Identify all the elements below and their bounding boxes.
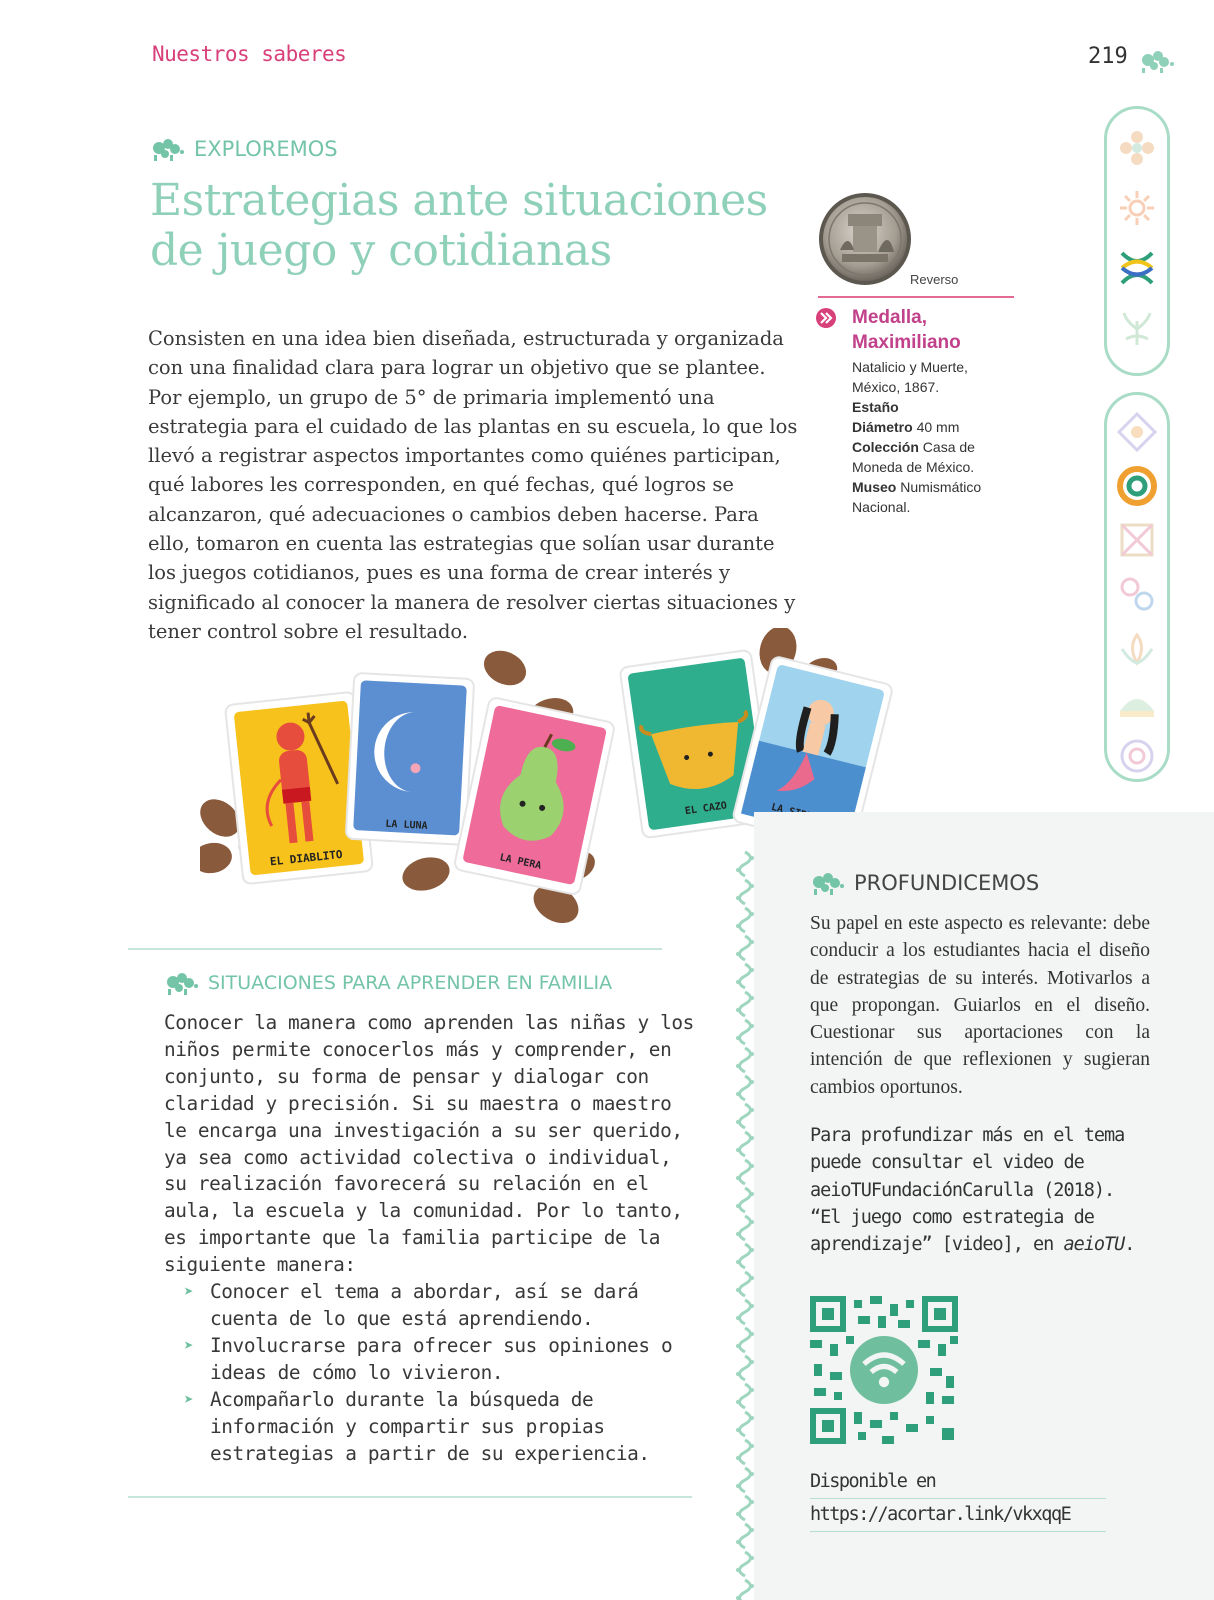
medal-museum-label: Museo [852,479,897,495]
double-chevron-icon [816,308,836,328]
glyph-icon [164,970,200,996]
availability [810,1466,1106,1532]
available-label: Disponible en [810,1466,1106,1499]
page-title-line-1: Estrategias ante situaciones [150,175,768,226]
page-title [150,176,770,276]
links-icon [1116,573,1158,615]
reference-end: . [1124,1234,1135,1256]
profundicemos-paragraph: Su papel en este aspecto es relevante: debe conducir a los estudiantes hacia el diseño de estrategias de su interés. Motivarlos a que propongan. Guiarlos en el diseño. Cuestionar sus aportaciones con la intención de que reflexionen y sugieran cambios oportunos. [810,913,1150,1098]
people-circle-icon [1116,247,1158,289]
video-link[interactable]: https://acortar.link/vkxqqE [810,1499,1106,1532]
section-label-profundicemos [810,870,1039,896]
card-label: EL CAZO [684,800,728,818]
card-label: EL DIABLITO [269,847,344,869]
section-label-exploremos [150,136,338,162]
medal-image [818,192,912,286]
reference-body: Para profundizar más en el tema puede consultar el video de aeioTUFundaciónCarulla (2018). “El juego como estrategia de aprendizaje” [video], en [810,1125,1125,1256]
card-label: LA PERA [498,852,543,872]
glyph-icon [150,136,186,162]
divider [128,1496,692,1498]
medal-material: Estaño [852,399,899,415]
sidebar-rail-axes [1104,106,1170,376]
familia-body [164,1010,694,1467]
section-label-text: EXPLOREMOS [194,137,338,161]
list-item: ➤ Conocer el tema a abordar, así se dará cuenta de lo que está aprendiendo. [210,1279,694,1333]
intro-paragraph: Consisten en una idea bien diseñada, estructurada y organizada con una finalidad clara para lograr un objetivo que se plantee. Por ejemplo, un grupo de 5° de primaria implementó una estrategia para el cuidado de las plantas en su escuela, lo que los llevó a registrar aspectos importantes como quiénes participan, qué labores les corresponden, en qué fechas, qué logros se alcanzaron, qué adecuaciones o cambios deben hacerse. Para ello, tomaron en cuenta las estrategias que solían usar durante los juegos cotidianos, pues es una forma de crear interés y significado al conocer la manera de resolver ciertas situaciones y tener control sobre el resultado. [148,327,798,643]
target-icon [1116,465,1158,507]
familia-list [210,1279,694,1467]
landscape-icon [1116,681,1158,723]
card-background [353,680,467,835]
reference-source: aeioTU [1063,1234,1125,1256]
sidebar-rail-fields [1104,392,1170,782]
list-item: ➤ Involucrarse para ofrecer sus opiniones o ideas de cómo lo vivieron. [210,1333,694,1387]
medal-subtitle: Natalicio y Muerte, México, 1867. [852,359,968,395]
spiral-icon [1116,735,1158,777]
card-label: LA LUNA [385,818,428,832]
medal-diameter-label: Diámetro [852,419,913,435]
divider [128,948,662,950]
section-label-text: SITUACIONES PARA APRENDER EN FAMILIA [208,972,613,994]
glyph-icon [1138,46,1176,74]
flower-icon [1116,127,1158,169]
reference-text [810,1122,1150,1258]
glyph-icon [810,870,846,896]
list-item: ➤ Acompañarlo durante la búsqueda de información y compartir sus propias estrategias a partir de su experiencia. [210,1387,694,1468]
plant-figure-icon [1116,307,1158,349]
page-number: 219 [1088,44,1128,69]
vine-border-decoration [730,850,760,1600]
section-label-text: PROFUNDICEMOS [854,871,1040,895]
lotus-icon [1116,627,1158,669]
diamond-icon [1116,411,1158,453]
medal-side-label: Reverso [910,272,959,287]
section-label-familia [164,970,612,996]
familia-paragraph: Conocer la manera como aprenden las niñas y los niños permite conocerlos más y comprender, en conjunto, su forma de pensar y dialogar con claridad y precisión. Si su maestra o maestro le encarga una investigación a su ser querido, ya sea como actividad colectiva o individual, su realización favorecerá su relación en el aula, la escuela y la comunidad. Por lo tanto, es importante que la familia participe de la siguiente manera: [164,1011,694,1277]
medal-museum-value: Numismático Nacional. [852,479,982,515]
medal-collection-label: Colección [852,439,919,455]
qr-code[interactable] [810,1296,958,1444]
header-title: Nuestros saberes [152,42,347,66]
medal-diameter-value: 40 mm [916,419,960,435]
page-title-line-2: de juego y cotidianas [150,225,612,276]
divider [818,296,1014,298]
sun-figure-icon [1116,187,1158,229]
medal-collection-value: Casa de Moneda de México. [852,439,975,475]
medal-caption [852,305,1012,517]
square-pattern-icon [1116,519,1158,561]
medal-name: Medalla, Maximiliano [852,307,961,353]
